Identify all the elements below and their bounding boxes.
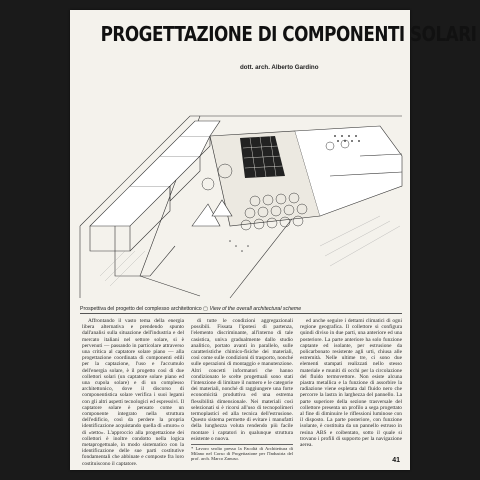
caption-divider (80, 313, 402, 314)
body-paragraph: ed anche seguire i dettami climatici di ogni regione geografica. Il collettore si configura quindi diviso in due parti, una anteriore ed una posteriore. La parte anteriore ha solo funzione captante ed isolante, per estrusione da policarbonato resistente agli urti, chiusa alle estremità. Nelle ultime tre, ci sono due elementi stampati realizzati nello stesso materiale e muniti di occhi per la circolazione del fluido termovettore. Non esiste alcuna piastra metallica e la funzione di assorbire la radiazione viene espletata dal fluido nero che percorre la lastra in larghezza del pannello. La parte superiore della sezione trasversale del collettore presenta un profilo a sega progettato al fine di diminuire le riflessioni luminose con il disposto. La parte posteriore, con funzione isolante, è costituita da un pannello estruso in resina ABS e coibentato, sotto il quale si trovano i profili di supporto per la navigazione aerea. (300, 318, 402, 449)
text-column-3 (300, 318, 402, 458)
text-column-1 (82, 318, 184, 467)
author-credit: dott. arch. Alberto Gardino (240, 64, 319, 71)
caption-italian: Prospettiva del progetto del complesso architettonico (80, 306, 202, 312)
footnote: * Lavoro svolto presso la Facoltà di Architettura di Milano nel Corso di Progettazione per l'Industria del prof. arch. Marco Zanuso. (191, 446, 293, 462)
page-title: PROGETTAZIONE DI COMPONENTI SOLARI (100, 22, 477, 46)
body-paragraph: di tutte le condizioni aggregazionali possibili. Fissata l'ipotesi di partenza, l'elemento discriminante, all'interno di tale casistica, univa gradualmente dallo studio analitico, portato avanti in parallelo, sulle caratteristiche chimico-fisiche dei materiali, così come sulle condizioni di trasporto, nonché sulle operazioni di montaggio e manutenzione. Altri concetti informatori che hanno condizionato le scelte progettuali sono stati l'intenzione di limitare il numero e le categorie dei materiali, nonché di raggiungere una forte economicità produttiva ed una estrema flessibilità dimensionale. Nei materiali così selezionati si è ricorsi all'uso di tecnopolimeri termoplastici ed alla tecnica dell'estrusione. Questo sistema permette di evitare i manufatti della lunghezza voluta rendendo più facile montare i captatori in qualunque struttura esistente o nuova. (191, 318, 293, 442)
figure-caption: Prospettiva del progetto del complesso architettonico ▢ View of the overall architectural scheme (80, 306, 302, 312)
architectural-drawing (80, 76, 402, 298)
text-column-2 (191, 318, 293, 462)
caption-english: View of the overall architectural scheme (209, 306, 302, 312)
body-paragraph: Affrontando il vasto tema della energia libera alternativa e prendendo spunto dall'analisi sulla situazione dell'industria e del mercato italiani nel settore solare, si è pervenuti — passando in particolare attraverso una critica al captatore solare piano — alla progettazione coordinata di componenti edili per la captazione, l'uso e l'accumulo dell'energia solare, è il progetto così di due collettori solari (un captatore solare piano ed una cupola solare) e di un complesso architettonico, dove il discorso di componentistica solare verifica i suoi legami con gli altri aspetti tecnologici ed espressivi. Il captatore solare è pensato come un componente integrato nella struttura dell'edificio, così da perdere la propria identificazione acquistando quella di «muro» o di «tetto». L'approccio alla progettazione dei collettori è inoltre condotto nella logica metaprogettuale, in modo sistematico con la identificazione delle sue parti costitutive fondamentali che abbinate e composte fra loro costituiscono il captatore. (82, 318, 184, 467)
magazine-page (70, 10, 477, 470)
page-number: 41 (392, 457, 400, 464)
